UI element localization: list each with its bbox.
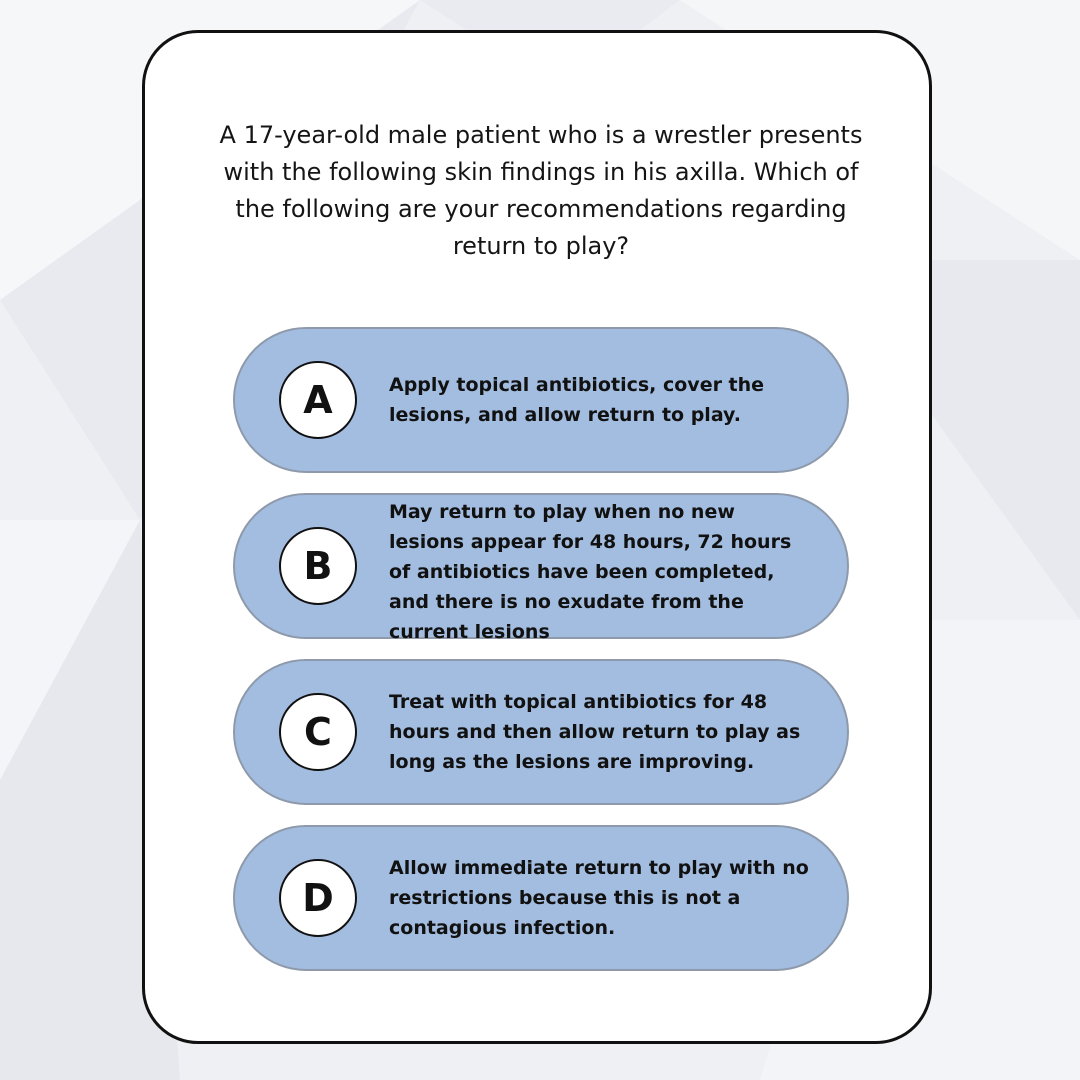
option-letter-badge: A	[279, 361, 357, 439]
option-c[interactable]	[233, 659, 849, 805]
option-text: Allow immediate return to play with no restrictions because this is not a contagious infection.	[389, 857, 809, 939]
option-letter-badge: B	[279, 527, 357, 605]
option-letter-badge: D	[279, 859, 357, 937]
option-a[interactable]	[233, 327, 849, 473]
option-letter-badge: C	[279, 693, 357, 771]
option-d[interactable]	[233, 825, 849, 971]
option-b[interactable]	[233, 493, 849, 643]
question-text: A 17-year-old male patient who is a wrestler presents with the following skin findings in his axilla. Which of the following are your recommendations regarding return to play?	[219, 121, 863, 260]
option-text: May return to play when no new lesions appear for 48 hours, 72 hours of antibiotics have been completed, and there is no exudate from the current lesions	[389, 501, 792, 643]
question-card	[142, 30, 932, 1044]
option-text: Treat with topical antibiotics for 48 hours and then allow return to play as long as the lesions are improving.	[389, 691, 801, 773]
option-text: Apply topical antibiotics, cover the lesions, and allow return to play.	[389, 374, 765, 426]
